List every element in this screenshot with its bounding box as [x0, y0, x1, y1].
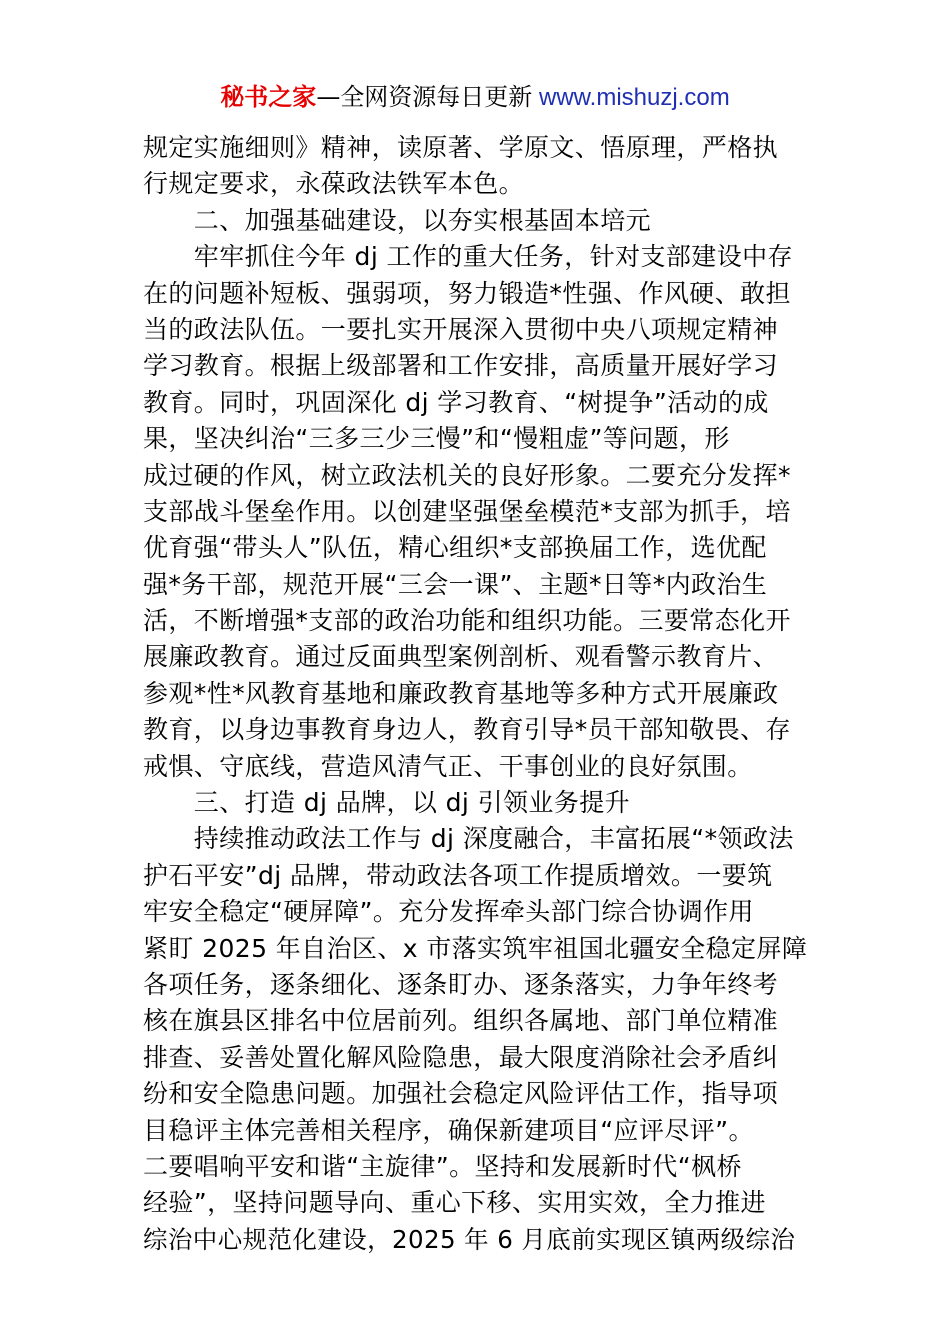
text-line: 牢牢抓住今年 dj 工作的重大任务，针对支部建设中存: [143, 242, 793, 272]
text-line: 排查、妥善处置化解风险隐患，最大限度消除社会矛盾纠: [143, 1042, 779, 1072]
text-line: 行规定要求，永葆政法铁军本色。: [143, 169, 525, 199]
text-line: 学习教育。根据上级部署和工作安排，高质量开展好学习: [143, 351, 779, 381]
text-line: 纷和安全隐患问题。加强社会稳定风险评估工作，指导项: [143, 1079, 779, 1109]
text-line: 支部战斗堡垒作用。以创建坚强堡垒模范*支部为抓手，培: [143, 496, 791, 526]
section-heading: 三、打造 dj 品牌，以 dj 引领业务提升: [143, 788, 631, 818]
text-line: 经验”，坚持问题导向、重心下移、实用实效，全力推进: [143, 1188, 766, 1218]
text-line: 成过硬的作风，树立政法机关的良好形象。二要充分发挥*: [143, 460, 791, 490]
text-line: 综治中心规范化建设，2025 年 6 月底前实现区镇两级综治: [143, 1224, 796, 1254]
text-line: 展廉政教育。通过反面典型案例剖析、观看警示教育片、: [143, 642, 779, 672]
text-line: 强*务干部，规范开展“三会一课”、主题*日等*内政治生: [143, 569, 768, 599]
text-line: 规定实施细则》精神，读原著、学原文、悟原理，严格执: [143, 133, 779, 162]
text-line: 各项任务，逐条细化、逐条盯办、逐条落实，力争年终考: [143, 969, 779, 999]
header-tagline: —全网资源每日更新: [316, 83, 533, 111]
text-line: 牢安全稳定“硬屏障”。充分发挥牵头部门综合协调作用: [143, 897, 754, 927]
text-line: 紧盯 2025 年自治区、x 市落实筑牢祖国北疆安全稳定屏障: [143, 933, 808, 963]
text-line: 在的问题补短板、强弱项，努力锻造*性强、作风硬、敢担: [143, 278, 791, 308]
text-line: 当的政法队伍。一要扎实开展深入贯彻中央八项规定精神: [143, 314, 779, 344]
text-line: 活，不断增强*支部的政治功能和组织功能。三要常态化开: [143, 606, 791, 636]
text-line: 果，坚决纠治“三多三少三慢”和“慢粗虚”等问题，形: [143, 424, 730, 454]
text-line: 教育。同时，巩固深化 dj 学习教育、“树提争”活动的成: [143, 387, 769, 417]
text-line: 护石平安”dj 品牌，带动政法各项工作提质增效。一要筑: [143, 860, 773, 890]
text-line: 持续推动政法工作与 dj 深度融合，丰富拓展“*领政法: [143, 824, 794, 854]
text-line: 二要唱响平安和谐“主旋律”。坚持和发展新时代“枫桥: [143, 1151, 742, 1181]
text-line: 戒惧、守底线，营造风清气正、干事创业的良好氛围。: [143, 751, 753, 781]
section-heading: 二、加强基础建设，以夯实根基固本培元: [143, 205, 652, 235]
site-header: [0, 80, 950, 115]
document-body: [143, 130, 807, 1258]
text-line: 参观*性*风教育基地和廉政教育基地等多种方式开展廉政: [143, 678, 779, 708]
text-line: 优育强“带头人”队伍，精心组织*支部换届工作，选优配: [143, 533, 767, 563]
text-line: 核在旗县区排名中位居前列。组织各属地、部门单位精准: [143, 1006, 779, 1036]
brand-name: 秘书之家: [220, 83, 317, 111]
text-line: 教育，以身边事教育身边人，教育引导*员干部知敬畏、存: [143, 715, 791, 745]
site-url-link[interactable]: www.mishuzj.com: [532, 84, 730, 111]
text-line: 目稳评主体完善相关程序，确保新建项目“应评尽评”。: [143, 1115, 754, 1145]
